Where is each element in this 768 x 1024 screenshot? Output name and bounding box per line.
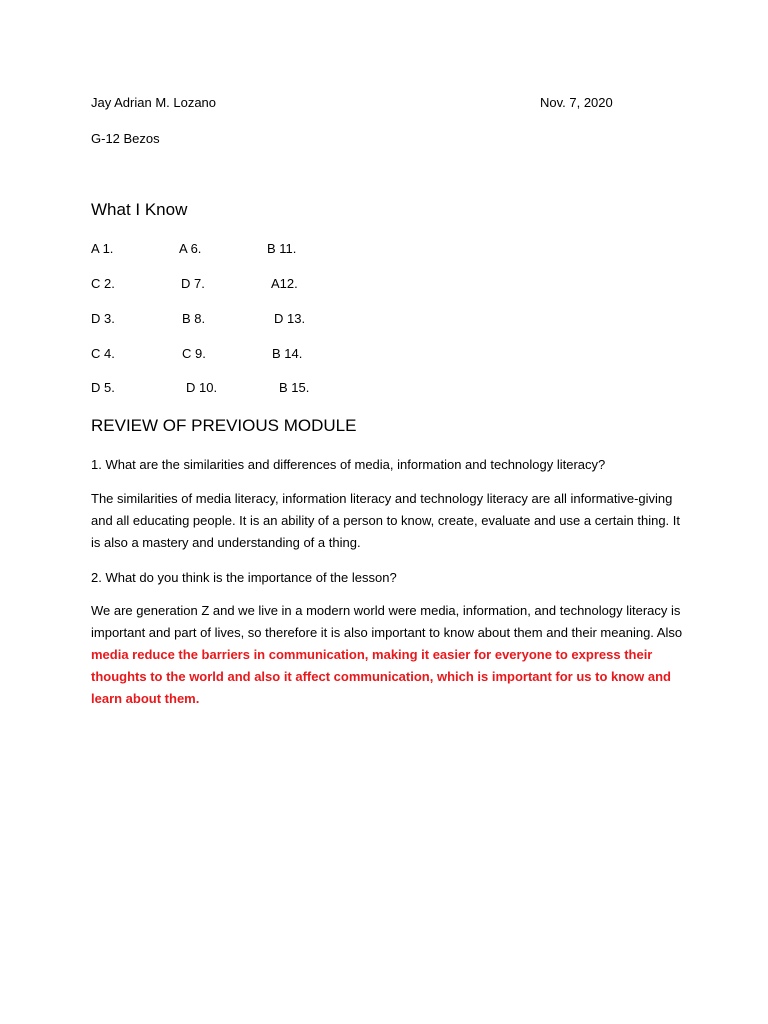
answer-12: A12. <box>271 276 298 291</box>
answer-3: D 3. <box>91 311 115 326</box>
answer-10: D 10. <box>186 380 218 395</box>
what-i-know-heading: What I Know <box>91 200 188 219</box>
answer-2: C 2. <box>91 276 115 291</box>
answer-paragraph-1: The similarities of media literacy, information literacy and technology literacy are all informative-giving and all educating people. It is an ability of a person to know, create, evaluate and use a certain thing. It is also a mastery and understanding of a thing. <box>91 491 680 550</box>
answer-14: B 14. <box>272 346 303 361</box>
answer-6: A 6. <box>179 241 202 256</box>
student-section: G-12 Bezos <box>91 131 160 146</box>
question-2: 2. What do you think is the importance of the lesson? <box>91 570 397 585</box>
answer-1: A 1. <box>91 241 114 256</box>
answer-8: B 8. <box>182 311 206 326</box>
question-1: 1. What are the similarities and differences of media, information and technology literacy? <box>91 457 606 472</box>
answer-2-plain-text: We are generation Z and we live in a modern world were media, information, and technology literacy is important and part of lives, so therefore it is also important to know about them and their meaning. Also <box>91 603 683 640</box>
answer-15: B 15. <box>279 380 310 395</box>
answer-13: D 13. <box>274 311 306 326</box>
answer-9: C 9. <box>182 346 206 361</box>
answer-5: D 5. <box>91 380 115 395</box>
student-name: Jay Adrian M. Lozano <box>91 95 217 110</box>
answer-paragraph-2 <box>91 600 691 710</box>
answer-11: B 11. <box>267 241 297 256</box>
answer-2-highlighted-text: media reduce the barriers in communication, making it easier for everyone to express their thoughts to the world and also it affect communication, which is important for us to know and learn about them. <box>91 647 671 706</box>
document-date: Nov. 7, 2020 <box>540 95 613 110</box>
answer-7: D 7. <box>181 276 205 291</box>
answer-4: C 4. <box>91 346 115 361</box>
review-heading: REVIEW OF PREVIOUS MODULE <box>91 416 357 435</box>
